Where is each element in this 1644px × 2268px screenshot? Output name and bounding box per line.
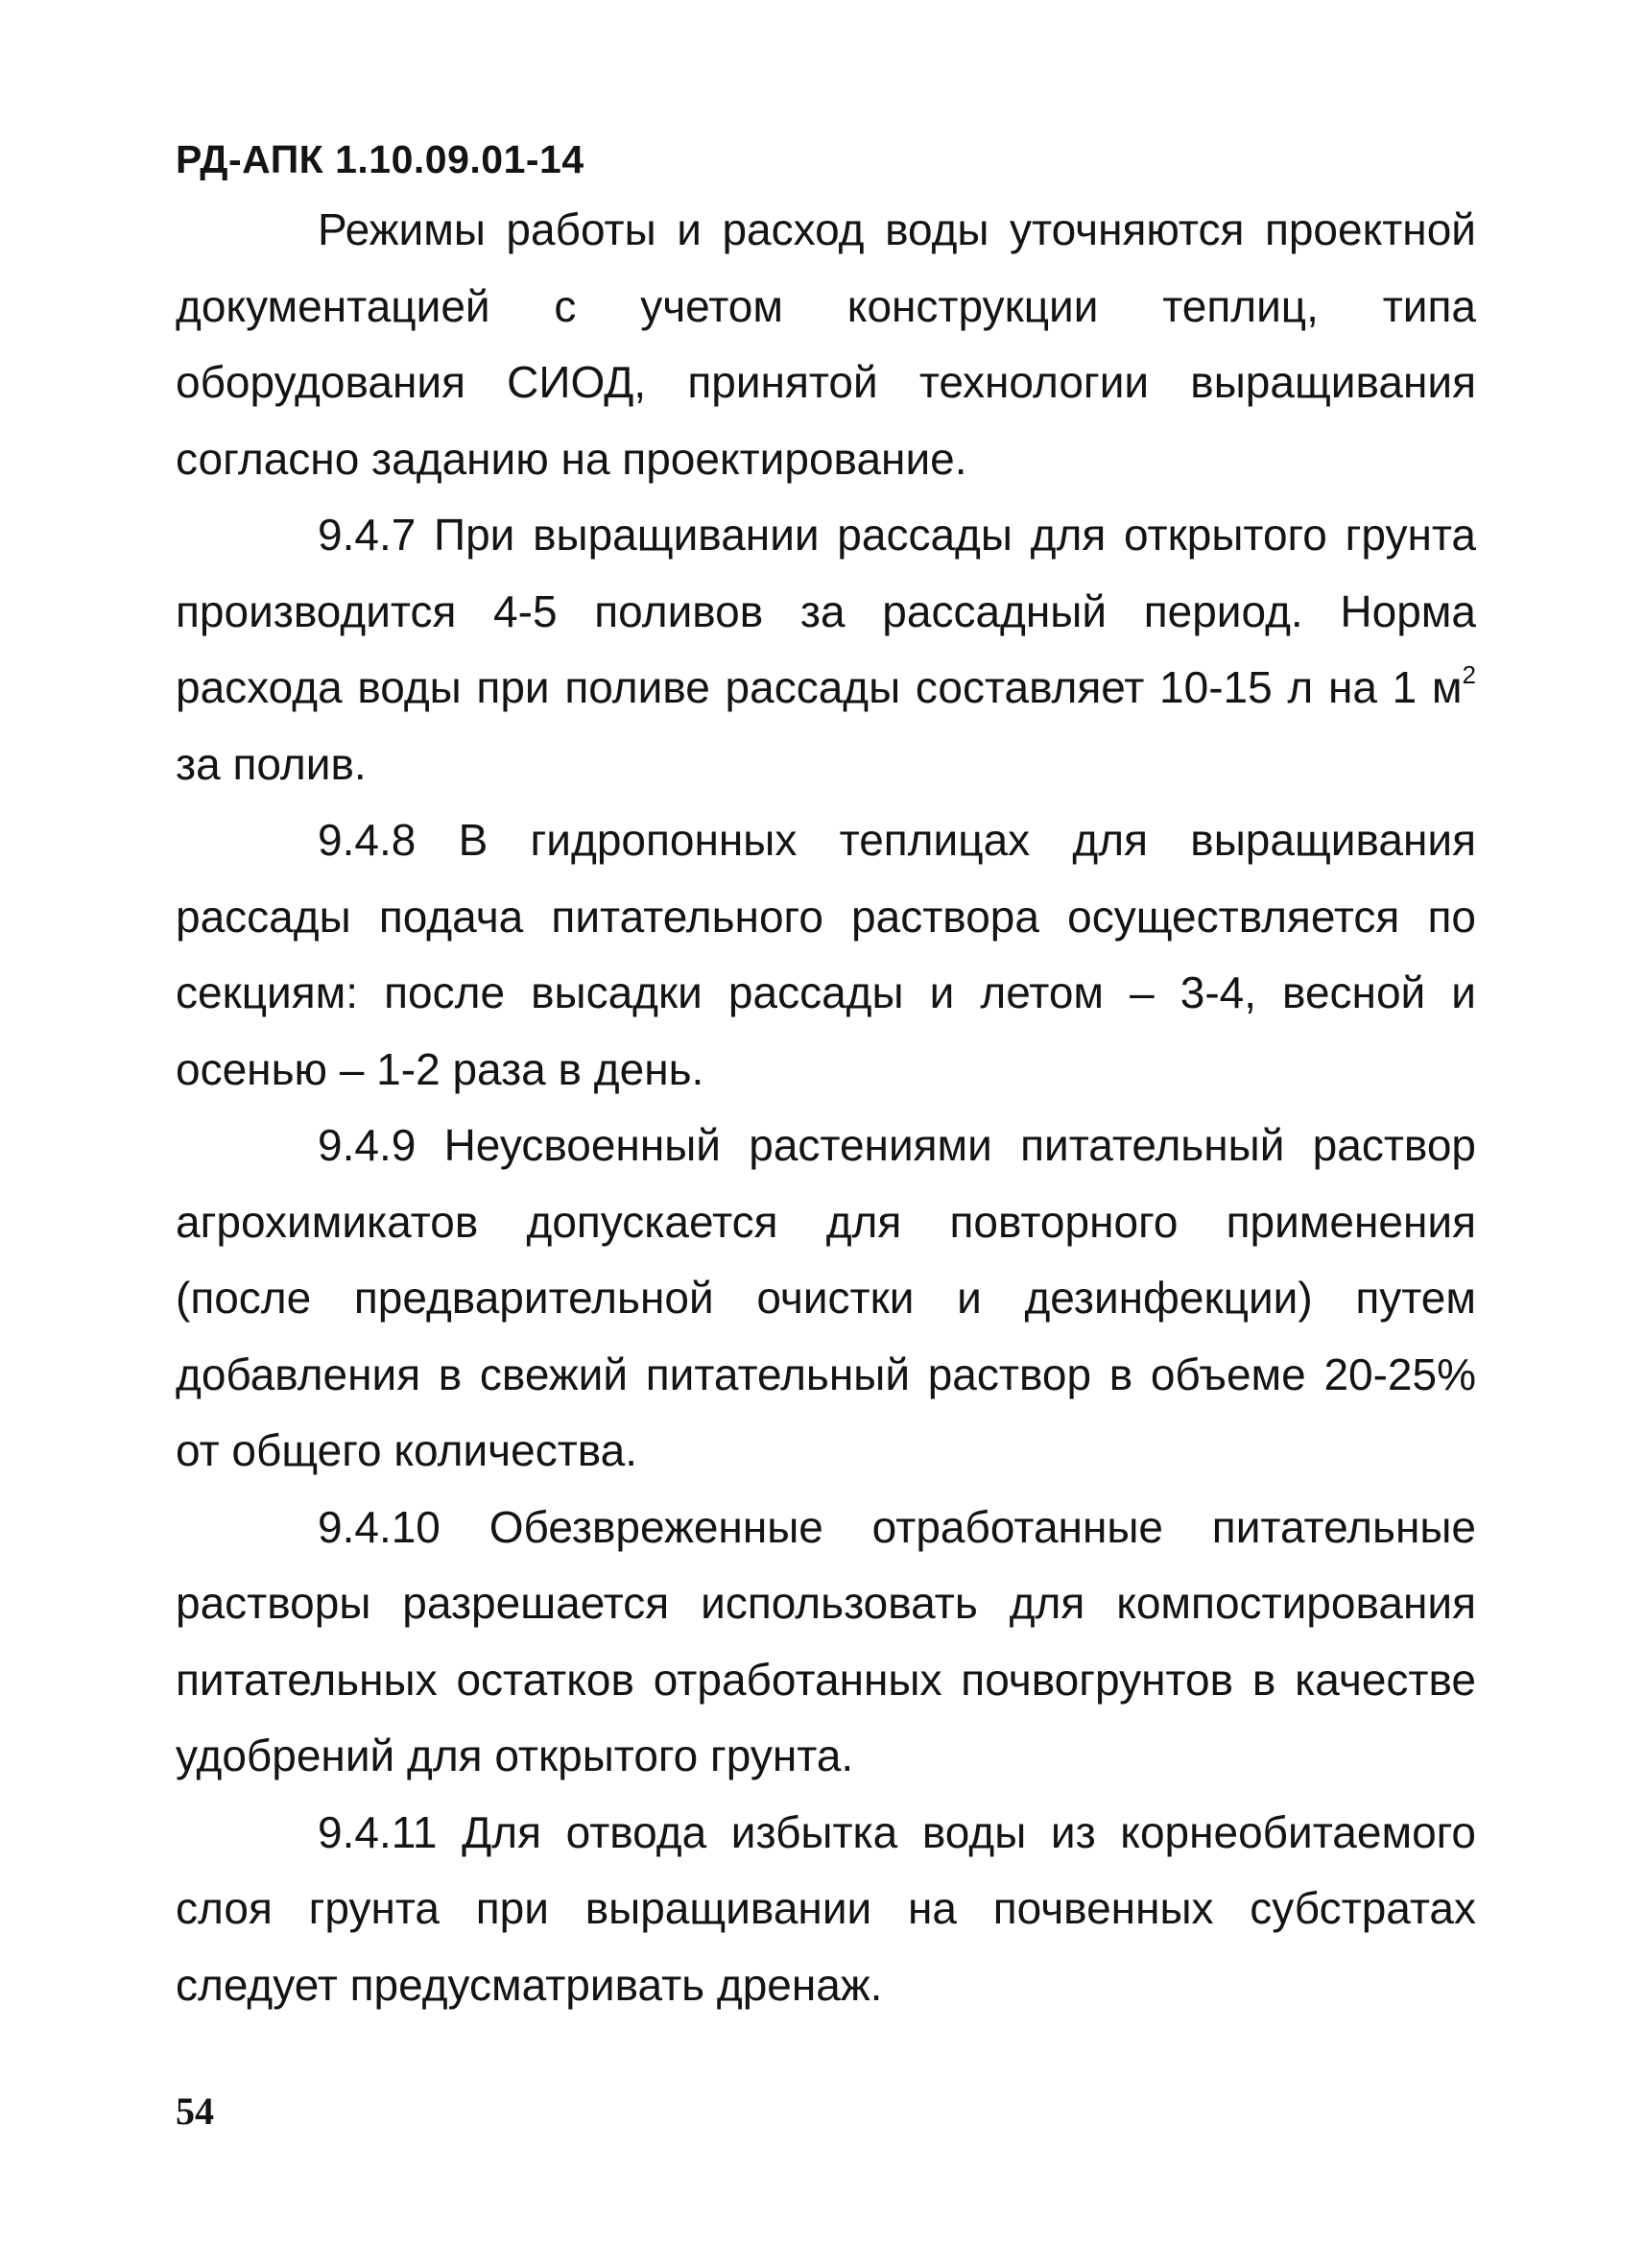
paragraph-9-4-10: 9.4.10 Обезвреженные отработанные питательные растворы разрешается использовать для компостирования питательных остатков отработанных почвогрунтов в качестве удобрений для открытого грунта. — [176, 1501, 1476, 1780]
page-number: 54 — [176, 2089, 214, 2133]
paragraph-water-regime: Режимы работы и расход воды уточняются проектной документацией с учетом конструкции теплиц, типа оборудования СИОД, принятой технологии выращивания согласно заданию на проектирование. — [176, 204, 1476, 484]
body-text — [176, 192, 1476, 2023]
superscript-exponent: 2 — [1462, 660, 1476, 689]
document-code-header: РД-АПК 1.10.09.01-14 — [176, 137, 584, 181]
paragraph-9-4-7-text: 9.4.7 При выращивании рассады для открытого грунта производится 4-5 поливов за рассадный период. Норма расхода воды при поливе рассады составляет 10-15 л на 1 м — [176, 510, 1476, 712]
paragraph-9-4-9: 9.4.9 Неусвоенный растениями питательный раствор агрохимикатов допускается для повторного применения (после предварительной очистки и дезинфекции) путем добавления в свежий питательный раствор в объеме 20-25% от общего количества. — [176, 1120, 1476, 1475]
paragraph-9-4-7-tail: за полив. — [176, 738, 367, 789]
paragraph-9-4-7 — [176, 497, 1476, 802]
paragraph-9-4-8: 9.4.8 В гидропонных теплицах для выращивания рассады подача питательного раствора осуществляется по секциям: после высадки рассады и летом – 3-4, весной и осенью – 1-2 раза в день. — [176, 815, 1476, 1094]
paragraph-9-4-11: 9.4.11 Для отвода избытка воды из корнеобитаемого слоя грунта при выращивании на почвенных субстратах следует предусматривать дренаж. — [176, 1806, 1476, 2010]
